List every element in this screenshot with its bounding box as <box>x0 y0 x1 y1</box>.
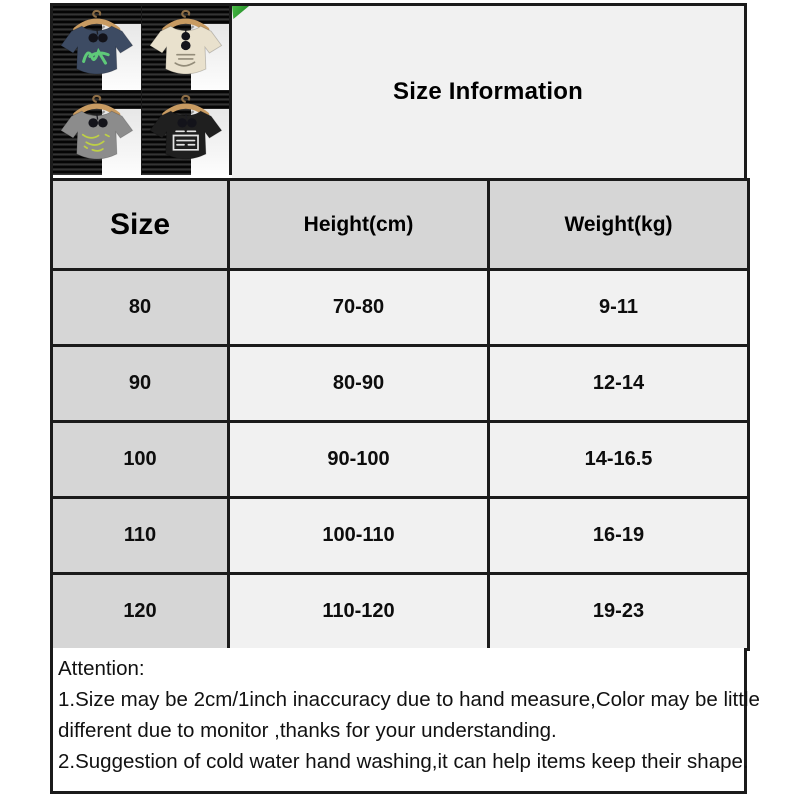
size-cell: 80 <box>52 270 229 346</box>
col-header-size: Size <box>52 180 229 270</box>
col-header-weight: Weight(kg) <box>489 180 749 270</box>
size-table-body <box>52 270 749 650</box>
table-row <box>52 422 749 498</box>
table-row <box>52 346 749 422</box>
table-header-row <box>52 180 749 270</box>
gray-tshirt-icon <box>53 91 141 175</box>
size-table <box>50 178 750 651</box>
value-cell: 14-16.5 <box>489 422 749 498</box>
black-tshirt-icon <box>142 91 230 175</box>
size-cell: 120 <box>52 574 229 650</box>
size-cell: 90 <box>52 346 229 422</box>
size-cell: 110 <box>52 498 229 574</box>
value-cell: 90-100 <box>229 422 489 498</box>
product-photo-black-tshirt <box>142 91 230 175</box>
page-title: Size Information <box>393 78 583 105</box>
size-cell: 100 <box>52 422 229 498</box>
title-panel <box>232 6 744 178</box>
product-photo-gray-tshirt <box>53 91 141 175</box>
value-cell: 110-120 <box>229 574 489 650</box>
col-header-height: Height(cm) <box>229 180 489 270</box>
product-photo-collage <box>53 6 232 175</box>
header-band <box>50 3 747 178</box>
attention-line: 1.Size may be 2cm/1inch inaccuracy due to hand measure,Color may be little <box>58 688 760 711</box>
value-cell: 9-11 <box>489 270 749 346</box>
product-photo-beige-tshirt <box>142 6 230 90</box>
attention-notes <box>50 648 760 794</box>
attention-heading: Attention: <box>58 657 145 680</box>
value-cell: 16-19 <box>489 498 749 574</box>
value-cell: 70-80 <box>229 270 489 346</box>
table-row <box>52 270 749 346</box>
value-cell: 100-110 <box>229 498 489 574</box>
navy-tshirt-icon <box>53 6 141 90</box>
table-row <box>52 498 749 574</box>
green-corner-ribbon-icon <box>232 6 249 19</box>
product-photo-navy-tshirt <box>53 6 141 90</box>
value-cell: 12-14 <box>489 346 749 422</box>
attention-line: different due to monitor ,thanks for your understanding. <box>58 719 557 742</box>
beige-tshirt-icon <box>142 6 230 90</box>
attention-line: 2.Suggestion of cold water hand washing,it can help items keep their shape. <box>58 750 749 773</box>
table-row <box>52 574 749 650</box>
value-cell: 80-90 <box>229 346 489 422</box>
value-cell: 19-23 <box>489 574 749 650</box>
